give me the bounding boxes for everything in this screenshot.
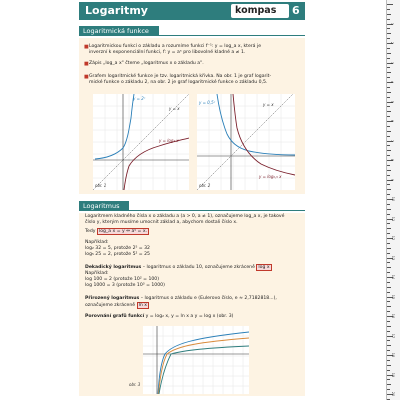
example-3: log 100 = 2 (protože 10² = 100) bbox=[85, 277, 160, 282]
ruler-tick bbox=[387, 331, 390, 332]
ruler-tick bbox=[387, 223, 390, 224]
ruler-tick bbox=[387, 111, 391, 112]
ruler-number: 5 bbox=[390, 100, 395, 103]
ruler-tick bbox=[387, 38, 390, 39]
bullet-2: ■ Zápis „log_a x" čteme „logaritmus x o základu a". bbox=[84, 61, 204, 67]
ruler-number: 12 bbox=[391, 235, 396, 241]
ruler-tick bbox=[387, 116, 390, 117]
bullet-1: ■ Logaritmickou funkcí o základu a rozumíme funkci f⁻¹: y = log_a x, která je inverzní k exponenciální funkci, f: y = aˣ pro libovolné kladné a ≠ 1. bbox=[84, 44, 262, 55]
ruler-tick bbox=[387, 28, 390, 29]
natural-line-2: označujeme zkráceně ln x bbox=[85, 303, 147, 308]
example-label: Například: bbox=[85, 240, 109, 245]
ruler-tick bbox=[387, 19, 390, 20]
page-number: 6 bbox=[292, 4, 300, 17]
graph-1-id-label: y = x bbox=[169, 106, 180, 111]
kompas-logo bbox=[231, 4, 289, 18]
ruler-tick bbox=[387, 243, 390, 244]
ruler-tick bbox=[387, 48, 390, 49]
ruler-tick bbox=[387, 389, 390, 390]
ruler bbox=[386, 0, 400, 400]
exp-curve bbox=[217, 94, 295, 155]
ruler-number: 19 bbox=[391, 372, 396, 377]
ruler-tick bbox=[387, 287, 391, 288]
bullet-3: ■ Grafem logaritmické funkce je tzv. logaritmická křivka. Na obr. 1 je graf logarit- mické funkce o základu 2, na obr. 2 je graf logaritmické funkce o základu 0,5. bbox=[84, 74, 272, 85]
log2-curve bbox=[158, 332, 249, 394]
ruler-number: 3 bbox=[390, 61, 395, 64]
graph-1 bbox=[93, 94, 189, 190]
ruler-tick bbox=[387, 365, 391, 366]
natural-line-1: Přirozený logaritmus – logaritmus o základu e (Eulerovo číslo, e ≈ 2,7182818...), bbox=[85, 296, 277, 301]
ruler-tick bbox=[387, 184, 390, 185]
ruler-tick bbox=[387, 233, 390, 234]
example-2: log₅ 25 = 2, protože 5² = 25 bbox=[85, 252, 150, 257]
ruler-number: 8 bbox=[390, 158, 395, 162]
ruler-tick bbox=[387, 306, 391, 307]
header-bar bbox=[79, 2, 305, 20]
ruler-tick bbox=[387, 321, 390, 322]
section-header-logaritmicka-funkce bbox=[79, 26, 305, 36]
rule-box: log_a x = y ⇔ aʸ = x. bbox=[98, 229, 147, 234]
ruler-tick bbox=[387, 136, 390, 137]
ruler-tick bbox=[387, 170, 391, 171]
ruler-tick bbox=[387, 345, 391, 346]
ruler-tick bbox=[387, 209, 391, 210]
ruler-number: 20 bbox=[391, 391, 396, 397]
ruler-tick bbox=[387, 340, 390, 341]
ruler-tick bbox=[387, 175, 390, 176]
ruler-tick bbox=[387, 301, 390, 302]
section-header-logaritmus bbox=[79, 201, 305, 211]
ruler-tick bbox=[387, 262, 390, 263]
ruler-tick bbox=[387, 248, 391, 249]
ruler-tick bbox=[387, 272, 390, 273]
ruler-tick bbox=[387, 379, 390, 380]
graph-1-caption: obr. 1 bbox=[95, 183, 107, 188]
intro-line-1: Logaritmem kladného čísla x o základu a (a > 0, a ≠ 1), označujeme log_a x, je takové bbox=[85, 214, 285, 219]
natural-box: ln x bbox=[138, 303, 147, 308]
ruler-tick bbox=[387, 267, 391, 268]
ruler-number: 2 bbox=[390, 41, 395, 45]
ruler-tick bbox=[387, 145, 390, 146]
ruler-tick bbox=[387, 194, 390, 195]
ruler-tick bbox=[387, 214, 390, 215]
ruler-number: 13 bbox=[391, 255, 396, 260]
decadic-box: log x bbox=[258, 265, 270, 270]
graph-3-caption: obr. 3 bbox=[129, 382, 141, 387]
ruler-tick bbox=[387, 370, 390, 371]
ruler-tick bbox=[387, 53, 391, 54]
ruler-tick bbox=[387, 4, 393, 5]
ruler-number: 15 bbox=[391, 294, 396, 299]
ruler-tick bbox=[387, 228, 391, 229]
ruler-tick bbox=[387, 311, 390, 312]
ruler-tick bbox=[387, 58, 390, 59]
ruler-tick bbox=[387, 350, 390, 351]
section-title: Logaritmická funkce bbox=[83, 27, 149, 35]
graph-3-svg bbox=[143, 326, 249, 394]
ruler-tick bbox=[387, 14, 391, 15]
ruler-number: 9 bbox=[390, 178, 395, 181]
log-curve bbox=[124, 138, 189, 190]
ruler-number: 17 bbox=[391, 333, 396, 338]
ruler-tick bbox=[387, 150, 391, 151]
ruler-tick bbox=[387, 87, 390, 88]
ruler-tick bbox=[387, 282, 390, 283]
ruler-number: 14 bbox=[391, 274, 396, 280]
ruler-tick bbox=[387, 292, 390, 293]
graph-2 bbox=[197, 94, 295, 190]
ruler-tick bbox=[387, 126, 390, 127]
ruler-number: 11 bbox=[391, 216, 396, 221]
graph-2-exp-label: y = 0,5ˣ bbox=[199, 100, 216, 105]
page bbox=[79, 0, 305, 400]
ruler-number: 7 bbox=[390, 139, 395, 142]
graph-1-log-label: y = log₂ x bbox=[159, 138, 179, 143]
intro-line-2: číslo y, kterým musíme umocnit základ a, abychom dostali číslo x. bbox=[85, 220, 238, 225]
ruler-tick bbox=[387, 106, 390, 107]
section1-box bbox=[79, 38, 305, 194]
ruler-tick bbox=[387, 92, 391, 93]
ruler-tick bbox=[387, 204, 390, 205]
log10-curve bbox=[159, 346, 249, 394]
ruler-tick bbox=[387, 97, 390, 98]
ruler-tick bbox=[387, 33, 391, 34]
ruler-tick bbox=[387, 384, 391, 385]
logo-text: kompas bbox=[235, 5, 277, 16]
comparison-line: Porovnání grafů funkcí y = log₂ x, y = ln x a y = log x (obr. 3) bbox=[85, 314, 234, 319]
exp-curve bbox=[95, 94, 134, 159]
ruler-number: 18 bbox=[391, 352, 396, 358]
ruler-tick bbox=[387, 189, 391, 190]
decadic-line: Dekadický logaritmus – logaritmus o základu 10, označujeme zkráceně log x bbox=[85, 265, 270, 270]
section-title: Logaritmus bbox=[83, 202, 120, 210]
ruler-tick bbox=[387, 72, 391, 73]
ruler-tick bbox=[387, 165, 390, 166]
example-label-2: Například: bbox=[85, 271, 109, 276]
ruler-tick bbox=[387, 77, 390, 78]
section2-box bbox=[79, 213, 305, 396]
graph-1-exp-label: y = 2ˣ bbox=[133, 96, 146, 101]
graph-3 bbox=[129, 326, 249, 394]
example-4: log 1000 = 3 (protože 10³ = 1000) bbox=[85, 283, 165, 288]
header-title: Logaritmy bbox=[85, 4, 148, 17]
ruler-number: 4 bbox=[390, 80, 395, 84]
rule-line: Tedy log_a x = y ⇔ aʸ = x. bbox=[85, 229, 147, 234]
ruler-tick bbox=[387, 399, 390, 400]
ruler-number: 10 bbox=[391, 196, 396, 202]
ruler-tick bbox=[387, 131, 391, 132]
ruler-tick bbox=[387, 253, 390, 254]
graph-2-caption: obr. 2 bbox=[199, 183, 211, 188]
ruler-tick bbox=[387, 326, 391, 327]
ruler-number: 1 bbox=[390, 22, 395, 25]
ruler-tick bbox=[387, 155, 390, 156]
ruler-number: 16 bbox=[391, 313, 396, 319]
graph-2-id-label: y = x bbox=[263, 102, 274, 107]
ruler-tick bbox=[387, 9, 390, 10]
ruler-number: 6 bbox=[390, 119, 395, 123]
graph-2-log-label: y = log₀,₅ x bbox=[259, 174, 282, 179]
ruler-tick bbox=[387, 360, 390, 361]
ruler-tick bbox=[387, 67, 390, 68]
example-1: log₂ 32 = 5, protože 2⁵ = 32 bbox=[85, 246, 150, 251]
